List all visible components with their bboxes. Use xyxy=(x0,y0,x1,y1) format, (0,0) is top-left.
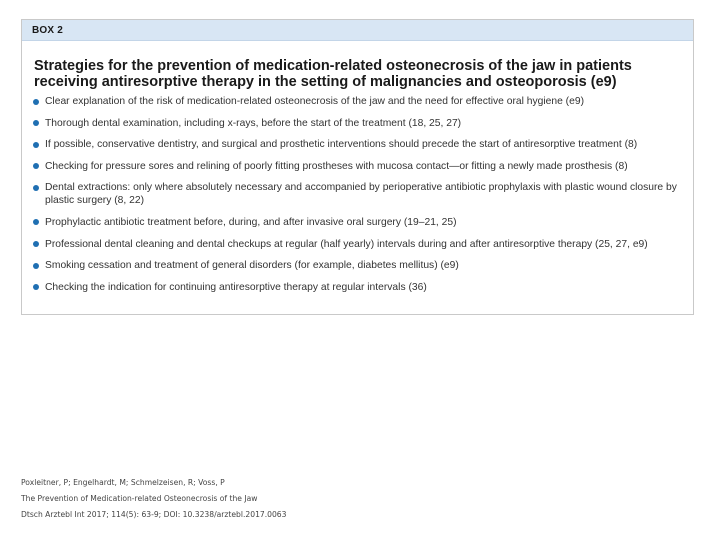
bullet-icon xyxy=(33,120,39,126)
citation xyxy=(21,475,286,523)
list-item-text: If possible, conservative dentistry, and surgical and prosthetic interventions should precede the start of antiresorptive treatment (8) xyxy=(45,139,638,151)
list-item xyxy=(33,259,683,272)
bullet-icon xyxy=(33,163,39,169)
list-item xyxy=(33,238,683,251)
citation-authors: Poxleitner, P; Engelhardt, M; Schmelzeisen, R; Voss, P xyxy=(21,478,225,487)
list-item xyxy=(33,281,683,294)
citation-article-title: The Prevention of Medication-related Osteonecrosis of the Jaw xyxy=(21,494,258,503)
bullet-icon xyxy=(33,284,39,290)
list-item xyxy=(33,117,683,130)
list-item xyxy=(33,216,683,229)
bullet-icon xyxy=(33,185,39,191)
list-item xyxy=(33,160,683,173)
list-item-text: Prophylactic antibiotic treatment before, during, and after invasive oral surgery (19–21, 25) xyxy=(45,216,457,228)
list-item-text: Clear explanation of the risk of medication-related osteonecrosis of the jaw and the need for effective oral hygiene (e9) xyxy=(45,96,584,107)
box-title: Strategies for the prevention of medication-related osteonecrosis of the jaw in patients receiving antiresorptive therapy in the setting of malignancies and osteoporosis (e9) xyxy=(34,58,632,90)
bullet-icon xyxy=(33,263,39,269)
list-item xyxy=(33,95,683,108)
bullet-icon xyxy=(33,241,39,247)
list-item-text: Smoking cessation and treatment of general disorders (for example, diabetes mellitus) (e9) xyxy=(45,260,459,272)
list-item xyxy=(33,138,683,151)
info-box xyxy=(21,19,694,315)
list-item xyxy=(33,181,683,207)
list-item-text: Checking the indication for continuing antiresorptive therapy at regular intervals (36) xyxy=(45,281,427,293)
bullet-icon xyxy=(33,219,39,225)
list-item-text: Dental extractions: only where absolutely necessary and accompanied by perioperative antibiotic prophylaxis with plastic wound closure by plastic surgery (8, 22) xyxy=(45,182,677,207)
citation-reference: Dtsch Arztebl Int 2017; 114(5): 63-9; DOI: 10.3238/arztebl.2017.0063 xyxy=(21,510,287,519)
box-header xyxy=(22,20,693,41)
bullet-icon xyxy=(33,142,39,148)
bullet-icon xyxy=(33,99,39,105)
list-item-text: Checking for pressure sores and relining of poorly fitting prostheses with mucosa contact—or fitting a newly made prosthesis (8) xyxy=(45,160,628,172)
list-item-text: Thorough dental examination, including x-rays, before the start of the treatment (18, 25, 27) xyxy=(45,117,462,129)
strategy-list xyxy=(22,95,693,294)
box-label: BOX 2 xyxy=(32,24,64,36)
list-item-text: Professional dental cleaning and dental checkups at regular (half yearly) intervals during and after antiresorptive therapy (25, 27, e9) xyxy=(45,238,648,250)
